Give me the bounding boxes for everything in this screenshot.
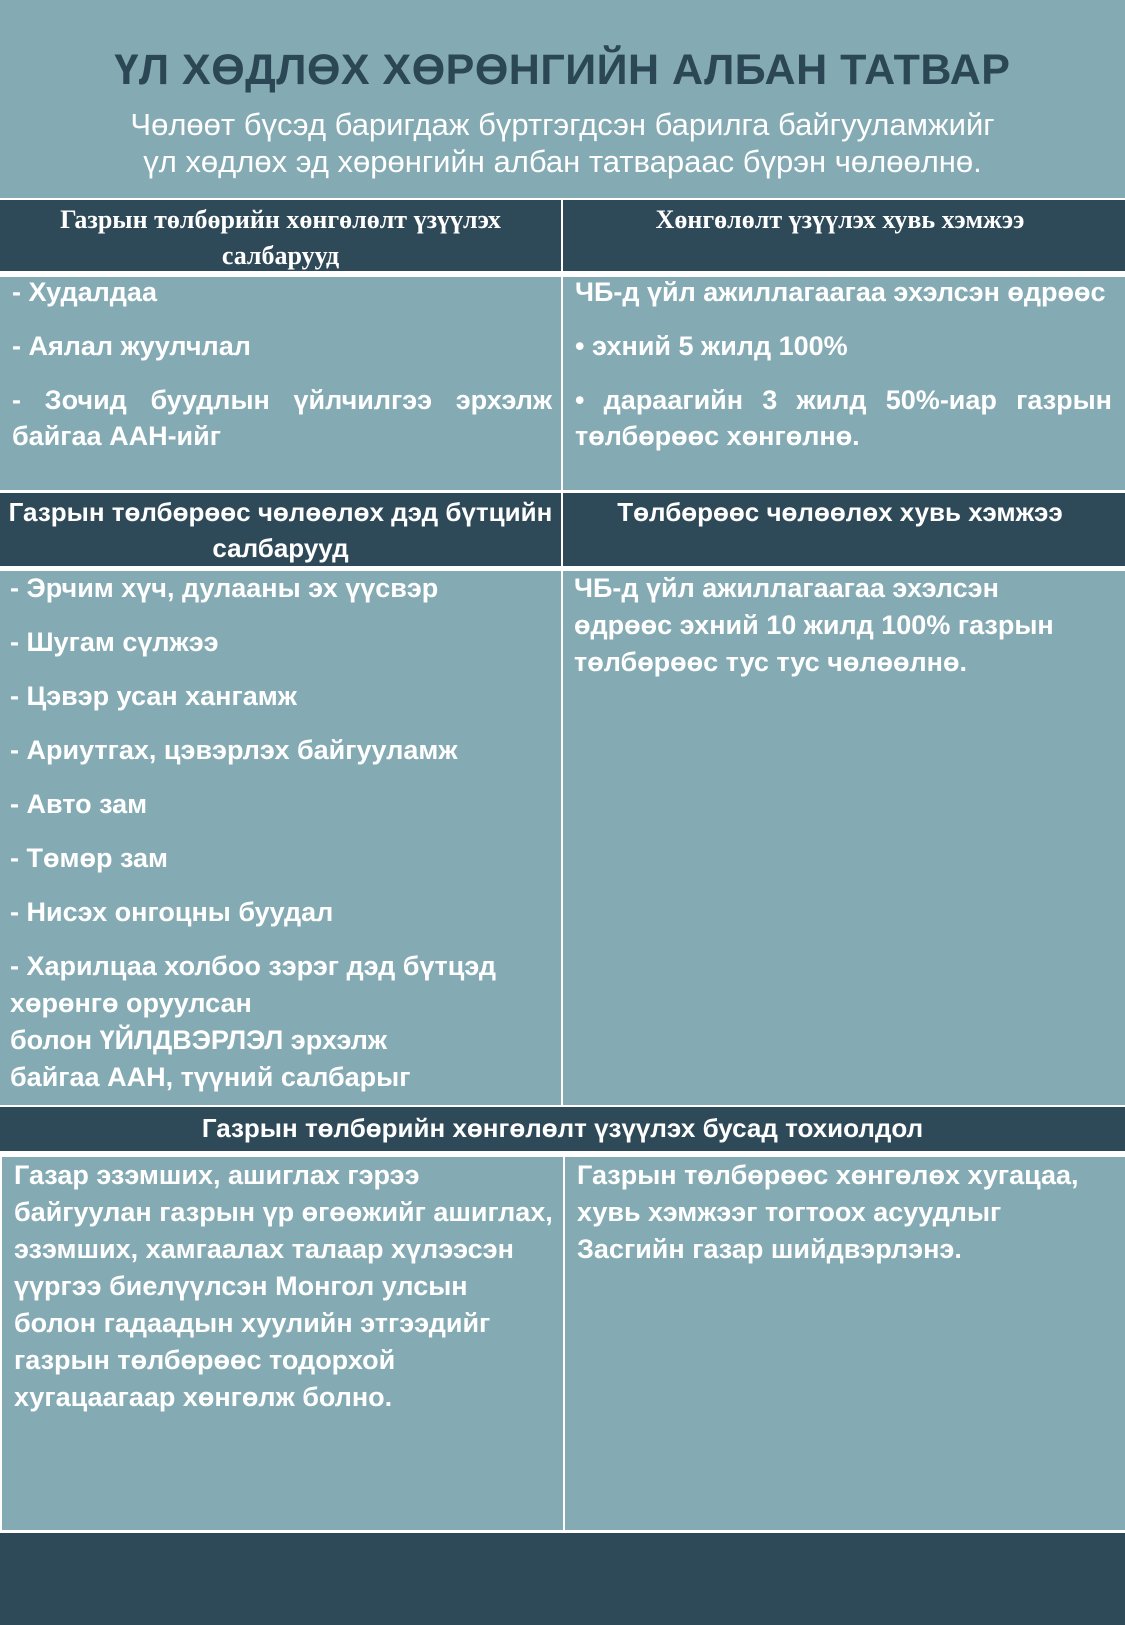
section3-left-paragraph-2: газрын төлбөрөөс тодорхой хугацаагаар хөнгөлж болно. — [14, 1345, 396, 1412]
list-item: - Худалдаа — [12, 277, 157, 307]
section1-rate-list — [575, 274, 1112, 454]
page-subtitle — [60, 106, 1065, 180]
section2-left-header: Газрын төлбөрөөс чөлөөлөх дэд бүтцийн салбарууд — [8, 497, 553, 563]
list-item: - Авто зам — [10, 789, 148, 819]
subtitle-line-2: үл хөдлөх эд хөрөнгийн албан татвараас бүрэн чөлөөлнө. — [143, 144, 982, 179]
table-left-border — [0, 1151, 2, 1532]
subtitle-line-1: Чөлөөт бүсэд баригдаж бүртгэгдсэн барилга байгууламжийг — [130, 107, 995, 142]
column-divider — [563, 1151, 565, 1532]
page-title: ҮЛ ХӨДЛӨХ ХӨРӨНГИЙН АЛБАН ТАТВАР — [114, 46, 1011, 94]
list-item: - Нисэх онгоцны буудал — [10, 897, 334, 927]
footer-band — [0, 1533, 1125, 1625]
section1-right-header: Хөнгөлөлт үзүүлэх хувь хэмжээ — [655, 205, 1025, 234]
list-item: - Аялал жуулчлал — [12, 331, 251, 361]
list-item-line: байгаа ААН, түүний салбарыг — [10, 1062, 411, 1092]
list-item: - Цэвэр усан хангамж — [10, 681, 297, 711]
section2-sector-list — [10, 570, 550, 1096]
section3-header: Газрын төлбөрийн хөнгөлөлт үзүүлэх бусад тохиолдол — [201, 1113, 924, 1143]
page-header — [0, 0, 1125, 198]
list-item: • дараагийн 3 жилд 50%-иар газрын төлбөрөөс хөнгөлнө. — [575, 385, 1112, 451]
list-item-multiline — [10, 948, 550, 1096]
list-item: • эхний 5 жилд 100% — [575, 331, 848, 361]
list-item: - Төмөр зам — [10, 843, 168, 873]
section2-rate-text: ЧБ-д үйл ажиллагаагаа эхэлсэн өдрөөс эхний 10 жилд 100% газрын төлбөрөөс тус тус чөлөөлнө. — [574, 573, 1054, 677]
list-item: - Шугам сүлжээ — [10, 627, 219, 657]
list-item-line: хөрөнгө оруулсан — [10, 988, 252, 1018]
list-item: - Эрчим хүч, дулааны эх үүсвэр — [10, 573, 439, 603]
list-item: - Ариутгах, цэвэрлэх байгууламж — [10, 735, 458, 765]
list-item: - Зочид буудлын үйлчилгээ эрхэлж байгаа ААН-ийг — [12, 385, 552, 451]
list-item: ЧБ-д үйл ажиллагаагаа эхэлсэн өдрөөс — [575, 277, 1106, 307]
section2-right-header: Төлбөрөөс чөлөөлөх хувь хэмжээ — [617, 497, 1063, 527]
section3-left-paragraph: Газар эзэмших, ашиглах гэрээ байгуулан газрын үр өгөөжийг ашиглах, эзэмших, хамгаалах талаар хүлээсэн үүргээ биелүүлсэн Монгол улсын болон гадаадын хуулийн этгээдийг — [14, 1160, 553, 1338]
column-divider — [561, 198, 563, 1107]
section1-left-header: Газрын төлбөрийн хөнгөлөлт үзүүлэх салбарууд — [60, 205, 501, 270]
section3-right-text: Газрын төлбөрөөс хөнгөлөх хугацаа, хувь хэмжээг тогтоох асуудлыг Засгийн газар шийдвэрлэнэ. — [577, 1160, 1079, 1264]
section1-sector-list — [12, 274, 552, 454]
section3-left-text — [14, 1157, 554, 1416]
list-item-line: - Харилцаа холбоо зэрэг дэд бүтцэд — [10, 951, 497, 981]
list-item-line: болон ҮЙЛДВЭРЛЭЛ эрхэлж — [10, 1025, 388, 1055]
